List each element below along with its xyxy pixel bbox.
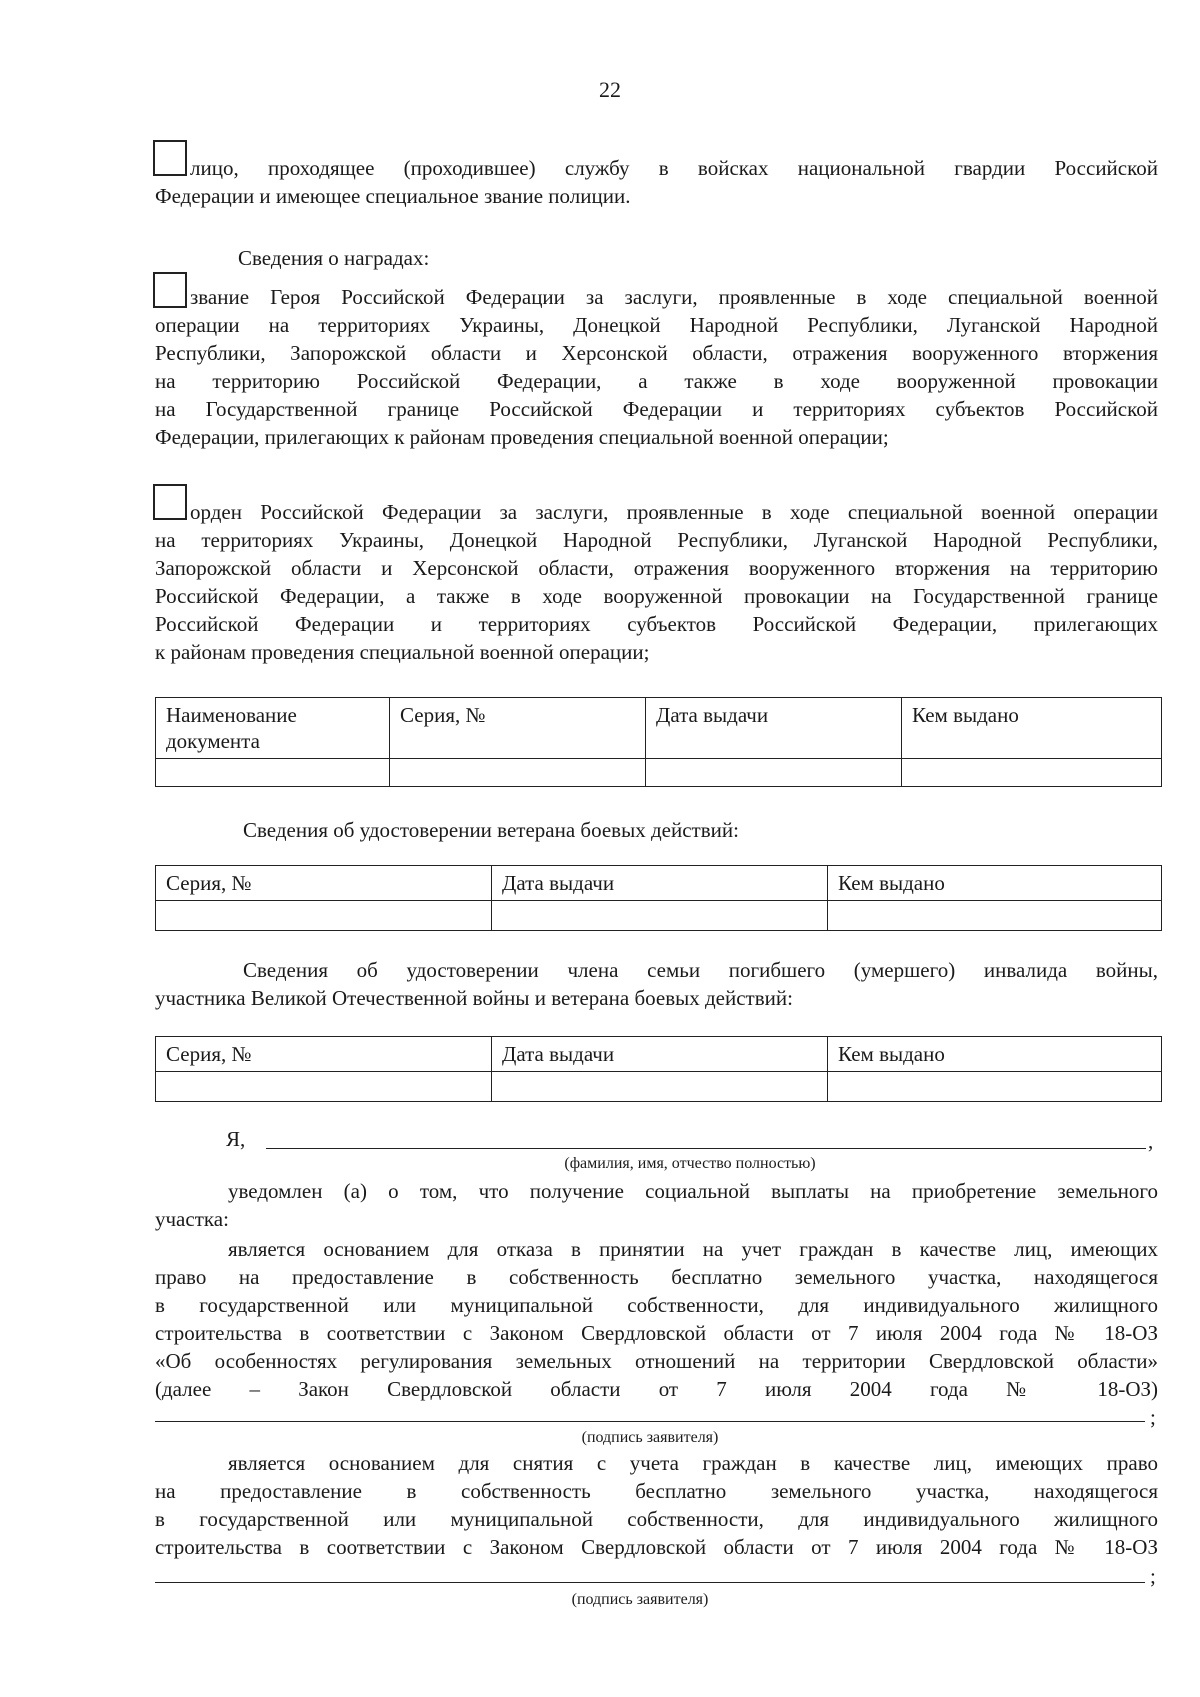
family-table-header-issuer: Кем выдано [828, 1037, 1162, 1072]
fio-comma: , [1148, 1129, 1154, 1153]
award-table-cell-series[interactable] [390, 759, 646, 787]
veteran-table-header-series: Серия, № [156, 866, 492, 901]
family-heading-line-1: Сведения об удостоверении члена семьи погибшего (умершего) инвалида войны, [243, 958, 1158, 982]
family-heading-line-2: участника Великой Отечественной войны и ветерана боевых действий: [155, 986, 793, 1010]
order-line-1: орден Российской Федерации за заслуги, проявленные в ходе специальной военной операции [190, 500, 1158, 524]
page-number: 22 [599, 77, 621, 102]
hero-line-4: на территорию Российской Федерации, а также в ходе вооруженной провокации [155, 369, 1158, 393]
veteran-table-header-date: Дата выдачи [492, 866, 828, 901]
refusal-line-4: строительства в соответствии с Законом Свердловской области от 7 июля 2004 года № 18-ОЗ [155, 1321, 1158, 1345]
order-line-3: Запорожской области и Херсонской области, отражения вооруженного вторжения на территорию [155, 556, 1158, 580]
hero-title-checkbox[interactable] [153, 272, 187, 308]
award-table-cell-date[interactable] [646, 759, 902, 787]
order-line-5: Российской Федерации и территориях субъектов Российской Федерации, прилегающих [155, 612, 1158, 636]
award-table-cell-name[interactable] [156, 759, 390, 787]
veteran-table-cell-issuer[interactable] [828, 901, 1162, 931]
veteran-table-header-issuer: Кем выдано [828, 866, 1162, 901]
hero-line-2: операции на территориях Украины, Донецкой Народной Республики, Луганской Народной [155, 313, 1158, 337]
national-guard-line-1: лицо, проходящее (проходившее) службу в войсках национальной гвардии Российской [190, 156, 1158, 180]
signature-line-removal[interactable] [155, 1582, 1145, 1583]
removal-line-3: в государственной или муниципальной собственности, для индивидуального жилищного [155, 1507, 1158, 1531]
signature-caption-removal: (подпись заявителя) [571, 1591, 709, 1608]
award-table-header-series: Серия, № [390, 698, 646, 759]
awards-heading: Сведения о наградах: [238, 246, 430, 270]
removal-line-1: является основанием для снятия с учета граждан в качестве лиц, имеющих право [228, 1451, 1158, 1475]
fio-input-line[interactable] [266, 1148, 1146, 1149]
family-table-cell-issuer[interactable] [828, 1072, 1162, 1102]
hero-line-3: Республики, Запорожской области и Херсонской области, отражения вооруженного вторжения [155, 341, 1158, 365]
award-document-table [155, 697, 1162, 787]
family-table-cell-series[interactable] [156, 1072, 492, 1102]
signature-semicolon-removal: ; [1150, 1564, 1156, 1588]
national-guard-checkbox[interactable] [153, 140, 187, 176]
refusal-line-5: «Об особенностях регулирования земельных отношений на территории Свердловской области» [155, 1349, 1158, 1373]
family-certificate-table [155, 1036, 1162, 1102]
refusal-line-2: право на предоставление в собственность бесплатно земельного участка, находящегося [155, 1265, 1158, 1289]
hero-line-5: на Государственной границе Российской Федерации и территориях субъектов Российской [155, 397, 1158, 421]
signature-semicolon-refusal: ; [1150, 1405, 1156, 1429]
award-table-header-date: Дата выдачи [646, 698, 902, 759]
hero-line-6: Федерации, прилегающих к районам проведения специальной военной операции; [155, 425, 889, 449]
removal-line-4: строительства в соответствии с Законом Свердловской области от 7 июля 2004 года № 18-ОЗ [155, 1535, 1158, 1559]
family-table-cell-date[interactable] [492, 1072, 828, 1102]
national-guard-line-2: Федерации и имеющее специальное звание полиции. [155, 184, 631, 208]
order-line-6: к районам проведения специальной военной операции; [155, 640, 650, 664]
award-table-header-issuer: Кем выдано [902, 698, 1162, 759]
ya-label: Я, [226, 1127, 246, 1151]
order-checkbox[interactable] [153, 484, 187, 520]
veteran-certificate-table [155, 865, 1162, 931]
veteran-heading: Сведения об удостоверении ветерана боевых действий: [243, 818, 739, 842]
refusal-line-1: является основанием для отказа в принятии на учет граждан в качестве лиц, имеющих [228, 1237, 1158, 1261]
fio-caption: (фамилия, имя, отчество полностью) [564, 1155, 816, 1172]
order-line-2: на территориях Украины, Донецкой Народной Республики, Луганской Народной Республики, [155, 528, 1158, 552]
signature-caption-refusal: (подпись заявителя) [581, 1429, 719, 1446]
refusal-line-3: в государственной или муниципальной собственности, для индивидуального жилищного [155, 1293, 1158, 1317]
veteran-table-cell-date[interactable] [492, 901, 828, 931]
veteran-table-cell-series[interactable] [156, 901, 492, 931]
family-table-header-series: Серия, № [156, 1037, 492, 1072]
removal-line-2: на предоставление в собственность бесплатно земельного участка, находящегося [155, 1479, 1158, 1503]
award-table-cell-issuer[interactable] [902, 759, 1162, 787]
family-table-header-date: Дата выдачи [492, 1037, 828, 1072]
signature-line-refusal[interactable] [155, 1421, 1145, 1422]
notified-line-1: уведомлен (а) о том, что получение социальной выплаты на приобретение земельного [228, 1179, 1158, 1203]
award-table-header-name: Наименование документа [156, 698, 390, 759]
hero-line-1: звание Героя Российской Федерации за заслуги, проявленные в ходе специальной военной [190, 285, 1158, 309]
refusal-line-6: (далее – Закон Свердловской области от 7 июля 2004 года № 18-ОЗ) [155, 1377, 1158, 1401]
notified-line-2: участка: [155, 1207, 229, 1231]
order-line-4: Российской Федерации, а также в ходе вооруженной провокации на Государственной границе [155, 584, 1158, 608]
